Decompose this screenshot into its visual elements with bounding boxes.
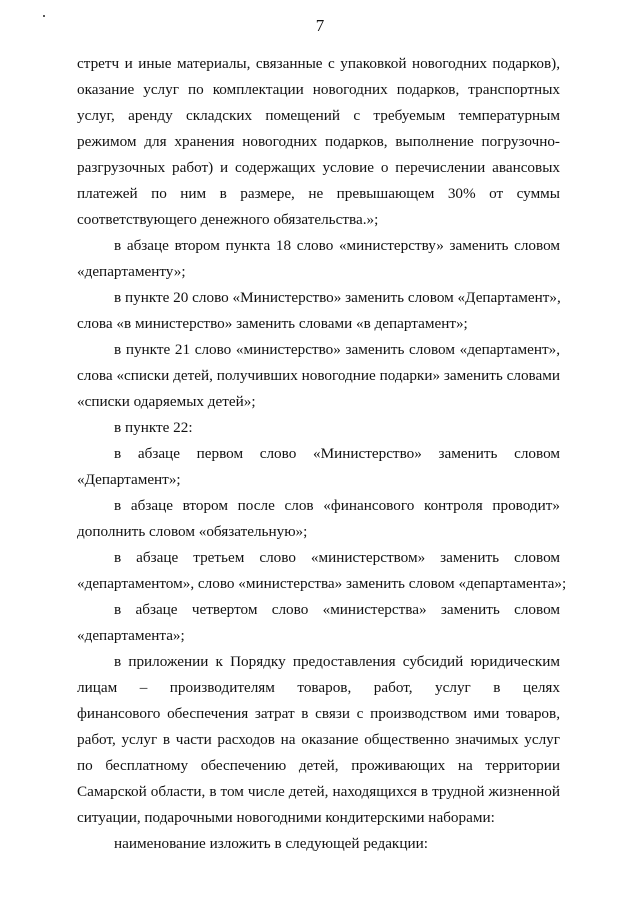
- text-line: по бесплатному обеспечению детей, проживающих на территории: [77, 757, 560, 774]
- text-line: соответствующего денежного обязательства.»;: [77, 211, 379, 228]
- text-line: в абзаце первом слово «Министерство» заменить словом: [114, 445, 560, 462]
- text-line: в абзаце четвертом слово «министерства» заменить словом: [114, 601, 560, 618]
- text-line: «Департамент»;: [77, 471, 181, 488]
- text-line: «департаментом», слово «министерства» заменить словом «департамента»;: [77, 575, 567, 592]
- text-line: «департаменту»;: [77, 263, 186, 280]
- text-line: «департамента»;: [77, 627, 185, 644]
- text-line: ситуации, подарочными новогодними кондитерскими наборами:: [77, 809, 495, 826]
- text-line: наименование изложить в следующей редакции:: [114, 835, 428, 852]
- text-line: слова «в министерство» заменить словами «в департамент»;: [77, 315, 468, 332]
- text-line: режимом для хранения новогодних подарков, выполнение погрузочно-: [77, 133, 560, 150]
- text-line: в приложении к Порядку предоставления субсидий юридическим: [114, 653, 560, 670]
- text-line: лицам – производителям товаров, работ, услуг в целях: [77, 679, 560, 696]
- text-line: в абзаце втором пункта 18 слово «министерству» заменить словом: [114, 237, 560, 254]
- text-line: в абзаце втором после слов «финансового контроля проводит»: [114, 497, 560, 514]
- text-line: в абзаце третьем слово «министерством» заменить словом: [114, 549, 560, 566]
- text-line: стретч и иные материалы, связанные с упаковкой новогодних подарков),: [77, 55, 560, 72]
- text-line: платежей по ним в размере, не превышающем 30% от суммы: [77, 185, 560, 202]
- text-line: финансового обеспечения затрат в связи с производством ими товаров,: [77, 705, 560, 722]
- text-line: в пункте 22:: [114, 419, 193, 436]
- text-line: услуг, аренду складских помещений с требуемым температурным: [77, 107, 560, 124]
- text-line: слова «списки детей, получивших новогодние подарки» заменить словами: [77, 367, 560, 384]
- text-line: «списки одаряемых детей»;: [77, 393, 256, 410]
- text-line: дополнить словом «обязательную»;: [77, 523, 308, 540]
- text-line: оказание услуг по комплектации новогодних подарков, транспортных: [77, 81, 560, 98]
- page-number: 7: [315, 16, 325, 35]
- text-line: разгрузочных работ) и содержащих условие о перечислении авансовых: [77, 159, 560, 176]
- text-line: Самарской области, в том числе детей, находящихся в трудной жизненной: [77, 783, 560, 800]
- text-line: работ, услуг в части расходов на оказание общественно значимых услуг: [77, 731, 560, 748]
- text-line: в пункте 20 слово «Министерство» заменить словом «Департамент»,: [114, 289, 561, 306]
- document-body: [77, 51, 567, 857]
- text-line: в пункте 21 слово «министерство» заменить словом «департамент»,: [114, 341, 560, 358]
